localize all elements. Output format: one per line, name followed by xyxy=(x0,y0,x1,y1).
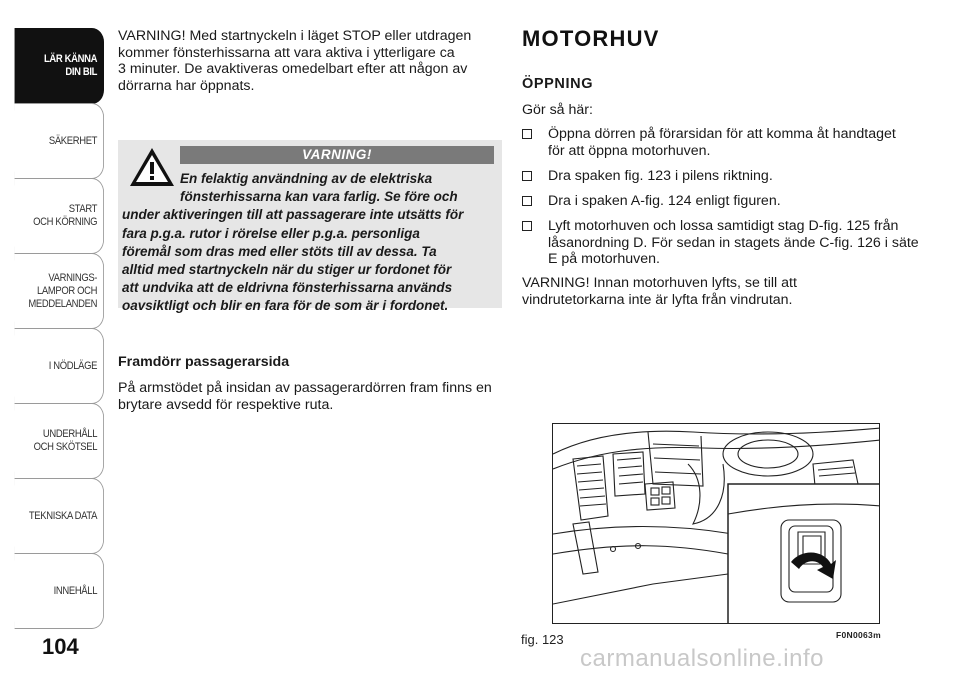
figure-illustration xyxy=(552,423,880,624)
page-title: MOTORHUV xyxy=(522,26,660,51)
warning-line: alltid med startnyckeln när du stiger ur fordonet för xyxy=(122,262,452,278)
warning-line: att undvika att de eldrivna fönsterhissarna används xyxy=(122,280,453,296)
checkbox-bullet-icon xyxy=(522,221,532,231)
figure-code: F0N0063m xyxy=(836,630,881,640)
checkbox-bullet-icon xyxy=(522,196,532,206)
text-line: kommer fönsterhissarna att vara aktiva i ytterligare ca xyxy=(118,44,455,61)
text-line: brytare avsedd för respektive ruta. xyxy=(118,396,334,413)
step-line: Dra i spaken A-fig. 124 enligt figuren. xyxy=(548,193,781,209)
step-line: E på motorhuven. xyxy=(548,251,660,268)
intro-text: Gör så här: xyxy=(522,102,593,118)
list-item xyxy=(522,193,922,210)
watermark: carmanualsonline.info xyxy=(580,645,824,672)
body-text xyxy=(118,380,503,413)
text-line: På armstödet på insidan av passagerardörren fram finns en xyxy=(118,380,492,396)
tab-start-och-korning[interactable]: START OCH KÖRNING xyxy=(15,178,104,254)
list-item xyxy=(522,168,922,185)
step-line: Öppna dörren på förarsidan för att komma åt handtaget xyxy=(548,126,896,142)
tab-sakerhet[interactable]: SÄKERHET xyxy=(15,103,104,179)
figure-caption: fig. 123 xyxy=(521,632,564,647)
text-line: 3 minuter. De avaktiveras omedelbart efter att någon av xyxy=(118,61,468,78)
warning-text xyxy=(118,170,502,316)
subheading: Framdörr passagerarsida xyxy=(118,354,290,370)
warning-header: VARNING! xyxy=(180,146,494,164)
step-line: för att öppna motorhuven. xyxy=(548,142,711,159)
text-line: vindrutetorkarna inte är lyfta från vindrutan. xyxy=(522,291,793,308)
tab-lar-kanna-din-bil[interactable]: LÄR KÄNNA DIN BIL xyxy=(15,28,104,104)
list-item xyxy=(522,218,922,268)
tab-innehall[interactable]: INNEHÅLL xyxy=(15,553,104,629)
warning-line: under aktiveringen till att passagerare inte utsätts för xyxy=(122,207,464,223)
page-number: 104 xyxy=(42,634,79,659)
warning-box xyxy=(118,140,502,314)
intro-warning-text xyxy=(118,28,503,94)
warning-line: oavsiktligt och blir en fara för de som är i fordonet. xyxy=(122,298,449,314)
text-line: VARNING! Innan motorhuven lyfts, se till att xyxy=(522,275,797,291)
tab-tekniska-data[interactable]: TEKNISKA DATA xyxy=(15,478,104,554)
text-line: VARNING! Med startnyckeln i läget STOP eller utdragen xyxy=(118,28,472,44)
warning-line: fara p.g.a. rutor i rörelse eller p.g.a. personliga xyxy=(122,225,420,241)
warning-line: fönsterhissarna kan vara farlig. Se före och xyxy=(180,189,458,205)
tab-varningslampor[interactable]: VARNINGS- LAMPOR OCH MEDDELANDEN xyxy=(15,253,104,329)
list-item xyxy=(522,126,922,159)
note-text xyxy=(522,275,922,308)
tab-underhall[interactable]: UNDERHÅLL OCH SKÖTSEL xyxy=(15,403,104,479)
step-line: Lyft motorhuven och lossa samtidigt stag D-fig. 125 från xyxy=(548,218,899,234)
step-line: låsanordning D. För sedan in stagets ände C-fig. 126 i säte xyxy=(548,234,919,251)
warning-line: En felaktig användning av de elektriska xyxy=(180,171,433,186)
dashboard-lever-illustration xyxy=(553,424,880,624)
section-title: ÖPPNING xyxy=(522,76,594,92)
warning-line: föremål som dras med eller stöts till av dessa. Ta xyxy=(122,243,437,259)
checkbox-bullet-icon xyxy=(522,129,532,139)
step-line: Dra spaken fig. 123 i pilens riktning. xyxy=(548,168,773,184)
tab-i-nodlage[interactable]: I NÖDLÄGE xyxy=(15,328,104,404)
checkbox-bullet-icon xyxy=(522,171,532,181)
text-line: dörrarna har öppnats. xyxy=(118,77,255,94)
